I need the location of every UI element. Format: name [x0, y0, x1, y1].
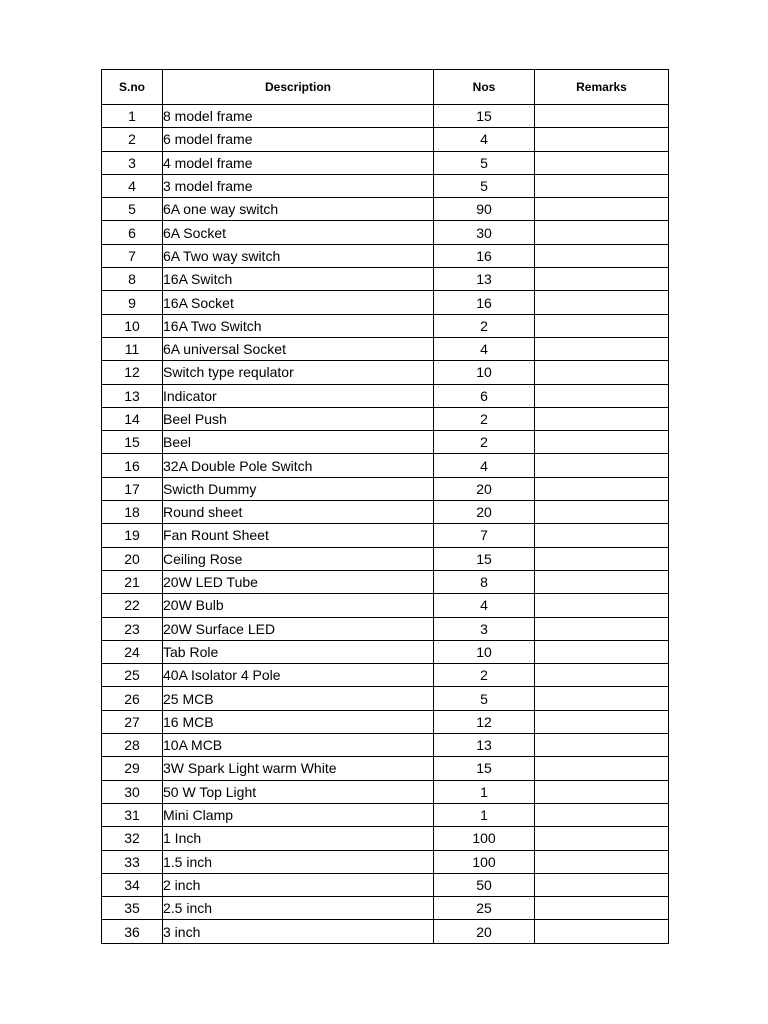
table-row	[102, 477, 669, 500]
cell-nos: 15	[434, 757, 535, 780]
table-row	[102, 734, 669, 757]
cell-nos: 6	[434, 384, 535, 407]
cell-description: 40A Isolator 4 Pole	[163, 664, 434, 687]
cell-remarks	[535, 594, 669, 617]
cell-remarks	[535, 873, 669, 896]
table-row	[102, 198, 669, 221]
cell-nos: 5	[434, 174, 535, 197]
cell-remarks	[535, 850, 669, 873]
cell-remarks	[535, 477, 669, 500]
cell-remarks	[535, 384, 669, 407]
cell-nos: 3	[434, 617, 535, 640]
cell-nos: 50	[434, 873, 535, 896]
cell-nos: 8	[434, 570, 535, 593]
cell-sno: 17	[102, 477, 163, 500]
cell-description: 16A Switch	[163, 268, 434, 291]
cell-nos: 2	[434, 314, 535, 337]
cell-description: 6A Two way switch	[163, 244, 434, 267]
cell-description: 3 inch	[163, 920, 434, 943]
cell-nos: 13	[434, 734, 535, 757]
cell-description: 2 inch	[163, 873, 434, 896]
cell-sno: 8	[102, 268, 163, 291]
cell-sno: 27	[102, 710, 163, 733]
cell-description: 50 W Top Light	[163, 780, 434, 803]
cell-remarks	[535, 664, 669, 687]
cell-description: 3W Spark Light warm White	[163, 757, 434, 780]
cell-nos: 20	[434, 920, 535, 943]
cell-description: 6A universal Socket	[163, 337, 434, 360]
cell-description: Mini Clamp	[163, 803, 434, 826]
cell-sno: 35	[102, 897, 163, 920]
cell-nos: 15	[434, 105, 535, 128]
cell-sno: 28	[102, 734, 163, 757]
cell-remarks	[535, 128, 669, 151]
cell-remarks	[535, 570, 669, 593]
table-row	[102, 687, 669, 710]
cell-sno: 13	[102, 384, 163, 407]
table-row	[102, 594, 669, 617]
cell-sno: 6	[102, 221, 163, 244]
cell-description: Switch type requlator	[163, 361, 434, 384]
cell-sno: 23	[102, 617, 163, 640]
cell-sno: 31	[102, 803, 163, 826]
cell-sno: 2	[102, 128, 163, 151]
cell-description: 10A MCB	[163, 734, 434, 757]
cell-nos: 20	[434, 501, 535, 524]
table-row	[102, 384, 669, 407]
cell-remarks	[535, 431, 669, 454]
cell-remarks	[535, 151, 669, 174]
cell-remarks	[535, 314, 669, 337]
cell-remarks	[535, 174, 669, 197]
table-row	[102, 757, 669, 780]
header-sno: S.no	[102, 70, 163, 105]
cell-sno: 21	[102, 570, 163, 593]
cell-description: 1 Inch	[163, 827, 434, 850]
cell-nos: 16	[434, 244, 535, 267]
cell-nos: 4	[434, 337, 535, 360]
table-header	[102, 70, 669, 105]
cell-remarks	[535, 268, 669, 291]
cell-nos: 4	[434, 594, 535, 617]
cell-description: 8 model frame	[163, 105, 434, 128]
cell-sno: 24	[102, 640, 163, 663]
table-row	[102, 850, 669, 873]
cell-sno: 30	[102, 780, 163, 803]
cell-nos: 1	[434, 803, 535, 826]
cell-description: Ceiling Rose	[163, 547, 434, 570]
cell-remarks	[535, 734, 669, 757]
cell-sno: 10	[102, 314, 163, 337]
cell-remarks	[535, 547, 669, 570]
table-row	[102, 314, 669, 337]
cell-remarks	[535, 920, 669, 943]
cell-nos: 5	[434, 687, 535, 710]
cell-sno: 11	[102, 337, 163, 360]
cell-sno: 5	[102, 198, 163, 221]
table-row	[102, 827, 669, 850]
cell-sno: 19	[102, 524, 163, 547]
cell-sno: 34	[102, 873, 163, 896]
cell-description: 6A Socket	[163, 221, 434, 244]
cell-remarks	[535, 803, 669, 826]
table-row	[102, 897, 669, 920]
table-row	[102, 105, 669, 128]
cell-description: 3 model frame	[163, 174, 434, 197]
table-row	[102, 221, 669, 244]
cell-sno: 3	[102, 151, 163, 174]
table-row	[102, 128, 669, 151]
cell-nos: 7	[434, 524, 535, 547]
cell-nos: 10	[434, 361, 535, 384]
cell-nos: 90	[434, 198, 535, 221]
cell-nos: 5	[434, 151, 535, 174]
cell-remarks	[535, 780, 669, 803]
cell-nos: 2	[434, 407, 535, 430]
materials-table	[101, 69, 669, 944]
cell-sno: 26	[102, 687, 163, 710]
cell-description: Indicator	[163, 384, 434, 407]
cell-remarks	[535, 244, 669, 267]
cell-remarks	[535, 640, 669, 663]
cell-nos: 100	[434, 827, 535, 850]
table-row	[102, 454, 669, 477]
cell-nos: 13	[434, 268, 535, 291]
cell-remarks	[535, 897, 669, 920]
cell-nos: 12	[434, 710, 535, 733]
cell-nos: 10	[434, 640, 535, 663]
table-row	[102, 291, 669, 314]
cell-sno: 1	[102, 105, 163, 128]
cell-description: 20W Bulb	[163, 594, 434, 617]
cell-sno: 33	[102, 850, 163, 873]
table-row	[102, 501, 669, 524]
cell-description: 20W LED Tube	[163, 570, 434, 593]
cell-nos: 2	[434, 431, 535, 454]
cell-remarks	[535, 198, 669, 221]
table-row	[102, 407, 669, 430]
cell-nos: 4	[434, 454, 535, 477]
table-row	[102, 151, 669, 174]
cell-sno: 32	[102, 827, 163, 850]
cell-description: 2.5 inch	[163, 897, 434, 920]
table-row	[102, 920, 669, 943]
cell-sno: 4	[102, 174, 163, 197]
table-row	[102, 337, 669, 360]
cell-description: Beel Push	[163, 407, 434, 430]
header-nos: Nos	[434, 70, 535, 105]
cell-description: Round sheet	[163, 501, 434, 524]
header-remarks: Remarks	[535, 70, 669, 105]
cell-sno: 15	[102, 431, 163, 454]
cell-remarks	[535, 687, 669, 710]
table-row	[102, 547, 669, 570]
cell-description: Fan Rount Sheet	[163, 524, 434, 547]
cell-remarks	[535, 454, 669, 477]
cell-description: Beel	[163, 431, 434, 454]
table-row	[102, 244, 669, 267]
cell-remarks	[535, 524, 669, 547]
cell-nos: 100	[434, 850, 535, 873]
cell-description: 16 MCB	[163, 710, 434, 733]
cell-sno: 22	[102, 594, 163, 617]
table-row	[102, 710, 669, 733]
cell-description: 6A one way switch	[163, 198, 434, 221]
table-row	[102, 640, 669, 663]
cell-remarks	[535, 407, 669, 430]
cell-sno: 20	[102, 547, 163, 570]
cell-remarks	[535, 757, 669, 780]
cell-description: Swicth Dummy	[163, 477, 434, 500]
cell-description: 16A Socket	[163, 291, 434, 314]
table-row	[102, 268, 669, 291]
cell-description: 32A Double Pole Switch	[163, 454, 434, 477]
table-row	[102, 174, 669, 197]
cell-sno: 29	[102, 757, 163, 780]
table-row	[102, 617, 669, 640]
table-row	[102, 361, 669, 384]
cell-nos: 16	[434, 291, 535, 314]
cell-remarks	[535, 361, 669, 384]
table-row	[102, 780, 669, 803]
cell-remarks	[535, 337, 669, 360]
cell-remarks	[535, 501, 669, 524]
header-description: Description	[163, 70, 434, 105]
cell-description: Tab Role	[163, 640, 434, 663]
cell-description: 25 MCB	[163, 687, 434, 710]
table-body	[102, 105, 669, 944]
cell-sno: 25	[102, 664, 163, 687]
cell-sno: 16	[102, 454, 163, 477]
cell-description: 16A Two Switch	[163, 314, 434, 337]
table-row	[102, 873, 669, 896]
table-row	[102, 570, 669, 593]
cell-nos: 4	[434, 128, 535, 151]
cell-description: 1.5 inch	[163, 850, 434, 873]
header-row	[102, 70, 669, 105]
cell-description: 20W Surface LED	[163, 617, 434, 640]
cell-sno: 14	[102, 407, 163, 430]
cell-sno: 12	[102, 361, 163, 384]
cell-nos: 2	[434, 664, 535, 687]
cell-remarks	[535, 291, 669, 314]
cell-remarks	[535, 710, 669, 733]
cell-remarks	[535, 221, 669, 244]
cell-nos: 25	[434, 897, 535, 920]
table-row	[102, 524, 669, 547]
table-row	[102, 431, 669, 454]
cell-sno: 36	[102, 920, 163, 943]
cell-sno: 7	[102, 244, 163, 267]
cell-nos: 30	[434, 221, 535, 244]
table-row	[102, 664, 669, 687]
cell-remarks	[535, 617, 669, 640]
table-row	[102, 803, 669, 826]
cell-description: 6 model frame	[163, 128, 434, 151]
cell-remarks	[535, 827, 669, 850]
cell-sno: 9	[102, 291, 163, 314]
cell-description: 4 model frame	[163, 151, 434, 174]
cell-nos: 15	[434, 547, 535, 570]
cell-remarks	[535, 105, 669, 128]
cell-nos: 20	[434, 477, 535, 500]
cell-sno: 18	[102, 501, 163, 524]
cell-nos: 1	[434, 780, 535, 803]
